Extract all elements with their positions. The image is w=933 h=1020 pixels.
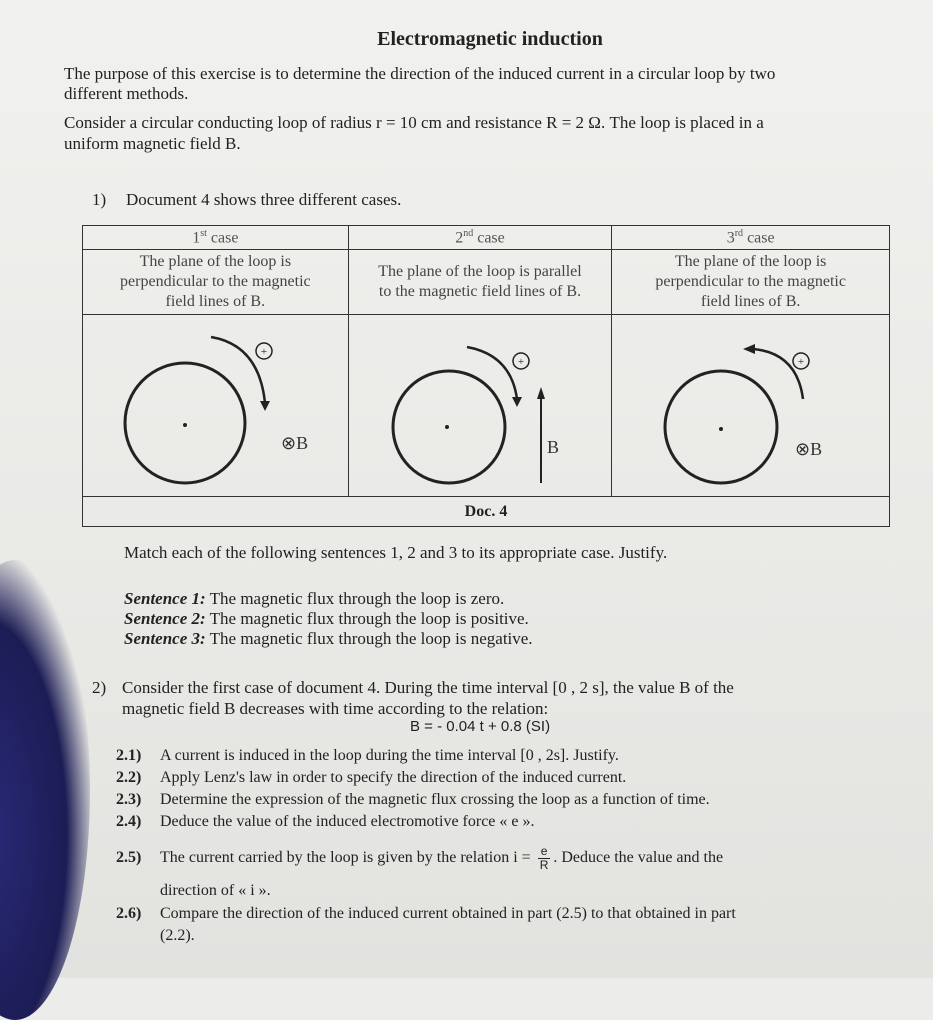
plus-sign: + [797,356,804,368]
case-1-description: The plane of the loop is perpendicular to the magnetic field lines of B. [83,250,349,315]
loop-center-dot [719,427,723,431]
current-fraction: $\frac{e}{R}$ [538,845,551,872]
subquestion-2-6-line-2: (2.2). [160,927,195,944]
loop-center-dot [445,425,449,429]
question-1 [92,190,401,210]
page-title: Electromagnetic induction [377,28,603,50]
case-2-header: 2nd case [348,226,612,250]
subquestion-2-2: 2.2) Apply Lenz's law in order to specify the direction of the induced current. [116,769,627,786]
case-1-diagram [83,315,347,491]
document-4-table [82,225,890,527]
document-caption: Doc. 4 [83,497,890,527]
loop-center-dot [183,423,187,427]
intro-line-2: different methods. [64,84,189,103]
arrow-head [743,344,755,354]
case-3-figure [612,315,890,497]
intro-line-1: The purpose of this exercise is to determine the direction of the induced current in a circular loop by two [64,64,776,83]
rotation-arrow [753,349,803,399]
question-2-line-2: magnetic field B decreases with time according to the relation: [122,699,549,718]
field-label-into-page: ⊗B [794,439,822,459]
subquestion-2-3: 2.3) Determine the expression of the magnetic flux crossing the loop as a function of time. [116,791,710,808]
case-3-diagram [613,315,889,491]
intro-line-3: Consider a circular conducting loop of radius r = 10 cm and resistance R = 2 Ω. The loop is placed in a [64,113,764,132]
question-2-line-1: Consider the first case of document 4. During the time interval [0 , 2 s], the value B of the [122,678,734,697]
sentence-3: Sentence 3: The magnetic flux through the loop is negative. [124,629,533,648]
case-1-figure [83,315,349,497]
plus-sign: + [517,356,525,368]
sentence-1: Sentence 1: The magnetic flux through the loop is zero. [124,589,505,608]
question-1-number: 1) [92,190,107,209]
subquestion-2-4: 2.4) Deduce the value of the induced electromotive force « e ». [116,813,535,830]
subquestion-2-5-line-2: direction of « i ». [160,882,271,899]
case-3-description: The plane of the loop is perpendicular to the magnetic field lines of B. [612,250,890,315]
case-2-diagram [349,315,611,491]
subquestion-2-5: 2.5) The current carried by the loop is given by the relation i = $\frac{e}{R}$ . Deduce the value and the [116,844,724,872]
field-label-parallel: B [546,437,559,457]
arrow-head [260,401,270,411]
intro-line-4: uniform magnetic field B. [64,134,241,153]
subquestion-2-1: 2.1) A current is induced in the loop during the time interval [0 , 2s]. Justify. [116,747,619,764]
case-2-figure [348,315,612,497]
case-2-description: The plane of the loop is parallel to the magnetic field lines of B. [348,250,612,315]
plus-sign: + [261,346,268,358]
field-arrow-head [537,387,545,399]
field-label-into-page: ⊗B [281,433,309,453]
arrow-head [512,397,522,407]
match-instruction: Match each of the following sentences 1, 2 and 3 to its appropriate case. Justify. [124,543,668,562]
sentence-2: Sentence 2: The magnetic flux through the loop is positive. [124,609,529,628]
subquestion-2-6: 2.6) Compare the direction of the induced current obtained in part (2.5) to that obtained in part [116,905,736,922]
case-3-header: 3rd case [612,226,890,250]
question-1-text: Document 4 shows three different cases. [126,190,402,209]
case-1-header: 1st case [83,226,349,250]
field-equation: B = - 0.04 t + 0.8 (SI) [410,718,551,735]
question-2-number: 2) [92,678,107,697]
